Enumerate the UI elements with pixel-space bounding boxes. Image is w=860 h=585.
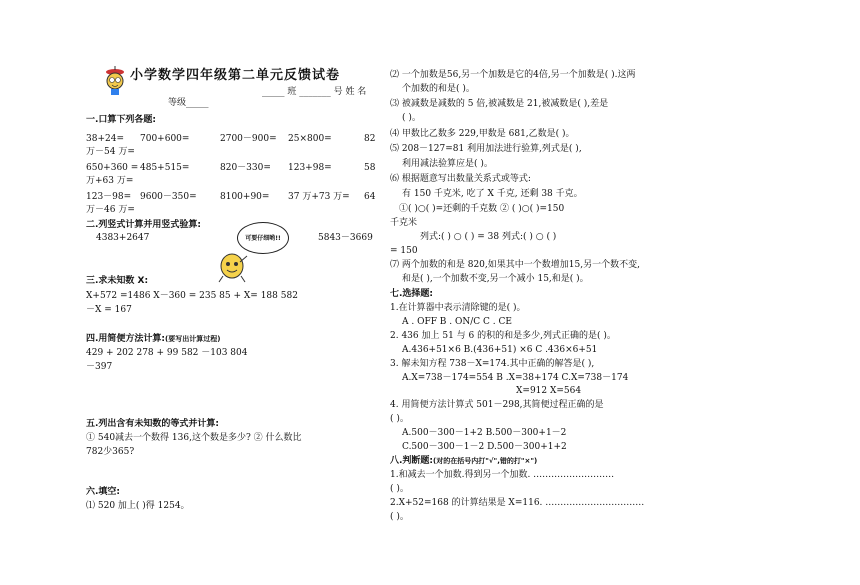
section8-note: (对的在括号内打"√",错的打"×")	[433, 457, 538, 465]
choice-options: A.436+51×6 B.(436+51) ×6 C .436×6+51	[402, 345, 598, 355]
oral-item: 25×800=	[288, 134, 332, 144]
fill-item: 列式:( ) ○ ( ) = 38 列式:( ) ○ ( )	[420, 232, 557, 242]
grade-line: 等级_____	[168, 98, 209, 108]
bubble-text: 可要仔细哟!!	[245, 234, 281, 242]
oral-item: 64	[364, 192, 376, 202]
fill-item: = 150	[390, 246, 418, 256]
choice-question: 3. 解未知方程 738－X=174.其中正确的解答是( ),	[390, 359, 595, 369]
oral-item: 58	[364, 163, 376, 173]
oral-item: 2700－900=	[220, 134, 277, 144]
fill-item: ⑵ 一个加数是56,另一个加数是它的4倍,另一个加数是( ).这两	[390, 70, 636, 80]
oral-item: 123+98=	[288, 163, 332, 173]
choice-options: A.X=738－174=554 B .X=38+174 C.X=738－174	[402, 373, 629, 383]
section1-heading: 一.口算下列各题:	[86, 115, 157, 125]
choice-question: 1.在计算器中表示清除键的是( )。	[390, 303, 526, 313]
fill-item: 个加数的和是( )。	[402, 84, 475, 94]
page-title: 小学数学四年级第二单元反馈试卷	[130, 68, 341, 83]
fill-item: 有 150 千克米, 吃了 X 千克, 还剩 38 千克。	[402, 189, 583, 199]
section3-heading: 三.求未知数 X:	[86, 276, 149, 286]
vertical-calc-2: 5843－3669	[318, 233, 373, 243]
oral-item: 123－98=	[86, 192, 132, 202]
choice-options: A.500－300－1+2 B.500－300+1－2	[402, 428, 567, 438]
fill-item: ⑺ 两个加数的和是 820,如果其中一个数增加15,另一个数不变,	[390, 260, 640, 270]
class-name-line: _____ 班 _______ 号 姓 名	[262, 87, 367, 97]
section8-title: 八.判断题:	[390, 456, 434, 466]
mascot-icon	[103, 66, 127, 96]
fill-item: ⑹ 根据题意写出数量关系式或等式:	[390, 174, 531, 184]
section8-heading	[390, 455, 537, 467]
choice-options: C.500－300－1－2 D.500－300+1+2	[402, 442, 567, 452]
oral-item: 38+24=	[86, 134, 124, 144]
simplify-line: 429 + 202 278 + 99 582 －103 804	[86, 348, 248, 358]
choice-question: 4. 用简便方法计算式 501－298,其简便过程正确的是	[390, 400, 604, 410]
fill-item: ⑷ 甲数比乙数多 229,甲数是 681,乙数是( )。	[390, 129, 575, 139]
oral-item: 650+360 =	[86, 163, 139, 173]
fill-item: 利用减法验算应是( )。	[402, 159, 493, 169]
fill-item: ①( )○( )=还剩的千克数 ② ( )○( )=150	[399, 204, 565, 214]
choice-options: A . OFF B . ON/C C . CE	[402, 317, 512, 327]
oral-item: 9600－350=	[140, 192, 197, 202]
section2-heading: 二.列竖式计算并用竖式验算:	[86, 220, 202, 230]
choice-options: X=912 X=564	[516, 386, 582, 396]
equation-line: －X = 167	[86, 305, 132, 315]
section4-heading	[86, 333, 220, 345]
section5-heading: 五.列出含有未知数的等式并计算:	[86, 419, 220, 429]
judge-question: 1.和减去一个加数.得到另一个加数. ………………………	[390, 470, 615, 480]
fill-item: 和是( ),一个加数不变,另一个减小 15,和是( )。	[402, 274, 589, 284]
choice-question: ( )。	[390, 414, 409, 424]
vertical-calc-1: 4383+2647	[96, 233, 150, 243]
word-problem-line: 782少365?	[86, 447, 135, 457]
simplify-line: －397	[86, 362, 113, 372]
oral-item: 8100+90=	[220, 192, 270, 202]
fill-item: 千克米	[390, 218, 418, 228]
section6-heading: 六.填空:	[86, 487, 121, 497]
section4-title: 四.用简便方法计算:	[86, 334, 166, 344]
judge-question: 2.X+52=168 的计算结果是 X=116. ……………………………	[390, 498, 645, 508]
oral-item: 37 万+73 万=	[288, 192, 350, 202]
oral-item: 82	[364, 134, 376, 144]
fill-item: ⑸ 208－127=81 利用加法进行验算,列式是( ),	[390, 144, 582, 154]
oral-item: 万－54 万=	[86, 147, 135, 157]
oral-item: 485+515=	[140, 163, 190, 173]
word-problem-line: ① 540减去一个数得 136,这个数是多少? ② 什么数比	[86, 433, 302, 443]
oral-item: 万+63 万=	[86, 176, 134, 186]
oral-item: 万－46 万=	[86, 205, 135, 215]
oral-item: 820－330=	[220, 163, 271, 173]
speech-bubble	[237, 222, 289, 254]
section4-note: (要写出计算过程)	[165, 335, 221, 343]
oral-item: 700+600=	[140, 134, 190, 144]
fill-item: ⑴ 520 加上( )得 1254。	[86, 501, 190, 511]
equation-line: X+572 =1486 X－360 = 235 85 + X= 188 582	[86, 291, 298, 301]
choice-question: 2. 436 加上 51 与 6 的积的和是多少,列式正确的是( )。	[390, 331, 616, 341]
section7-heading: 七.选择题:	[390, 289, 434, 299]
cartoon-character-icon	[215, 252, 249, 284]
fill-item: ( )。	[402, 113, 421, 123]
judge-answer: ( )。	[390, 484, 409, 494]
fill-item: ⑶ 被减数是减数的 5 倍,被减数是 21,被减数是( ),差是	[390, 99, 609, 109]
judge-answer: ( )。	[390, 512, 409, 522]
